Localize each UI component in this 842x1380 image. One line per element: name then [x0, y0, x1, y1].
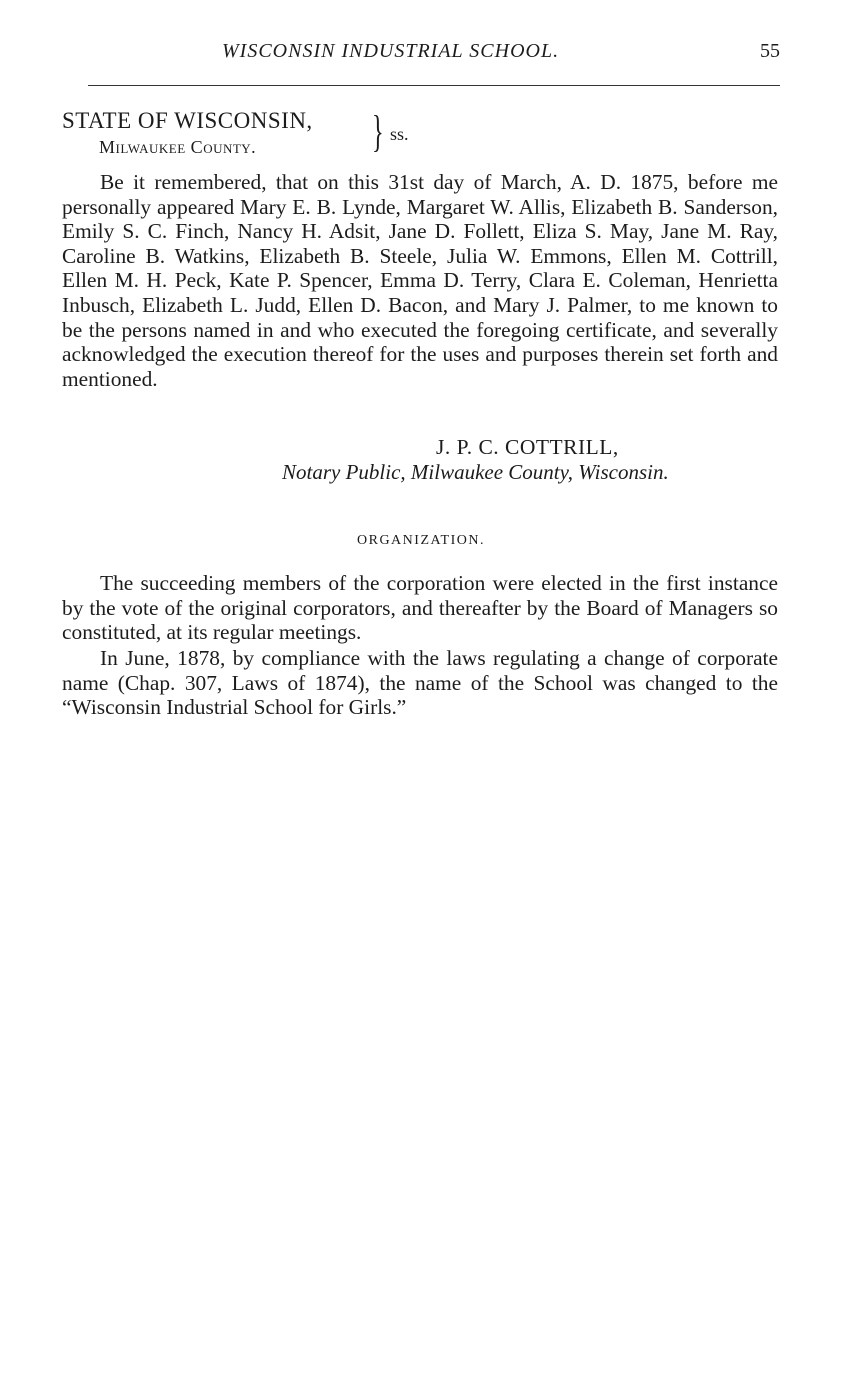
- venue-ss: ss.: [390, 124, 409, 144]
- organization-paragraph: The succeeding members of the corporation were elected in the first instance by the vote of the original corporators, and thereafter by the Board of Managers so constituted, at its regular meetings.: [62, 571, 778, 645]
- running-head: [62, 40, 780, 68]
- header-rule: [88, 85, 780, 86]
- organization-paragraph: In June, 1878, by compliance with the laws regulating a change of corporate name (Chap. 307, Laws of 1874), the name of the School was changed to the “Wisconsin Industrial School for Girls.”: [62, 646, 778, 720]
- venue-county: Milwaukee County.: [99, 137, 257, 157]
- venue-brace: }: [372, 107, 384, 156]
- venue-state: STATE OF WISCONSIN,: [62, 108, 313, 133]
- venue-block: [62, 108, 462, 164]
- running-title: WISCONSIN INDUSTRIAL SCHOOL.: [222, 40, 560, 62]
- acknowledgment-paragraph: Be it remembered, that on this 31st day of March, A. D. 1875, before me personally appeared Mary E. B. Lynde, Margaret W. Allis, Elizabeth B. Sanderson, Emily S. C. Finch, Nancy H. Adsit, Jane D. Follett, Eliza S. May, Jane M. Ray, Caroline B. Watkins, Elizabeth B. Steele, Julia W. Emmons, Ellen M. Cottrill, Ellen M. H. Peck, Kate P. Spencer, Emma D. Terry, Clara E. Coleman, Henrietta Inbusch, Elizabeth L. Judd, Ellen D. Bacon, and Mary J. Palmer, to me known to be the persons named in and who executed the foregoing certificate, and severally acknowledged the execution thereof for the uses and purposes therein set forth and mentioned.: [62, 170, 778, 391]
- notary-signature: J. P. C. COTTRILL,: [436, 435, 619, 459]
- section-heading-organization: ORGANIZATION.: [357, 533, 485, 548]
- notary-title: Notary Public, Milwaukee County, Wisconsin.: [282, 460, 669, 484]
- page-number: 55: [760, 40, 780, 62]
